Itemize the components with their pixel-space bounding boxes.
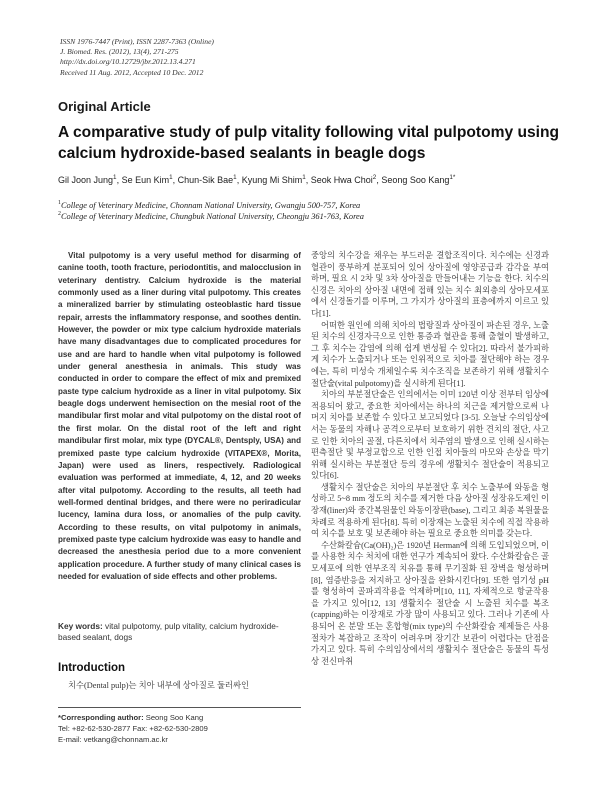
doi-link[interactable]: http://dx.doi.org/10.12729/jbr.2012.13.4.271 xyxy=(60,57,196,67)
body-paragraph: 생활치수 절단술은 치아의 부분절단 후 치수 노출부에 와동을 형성하고 5~8 mm 정도의 치수를 제거한 다음 상아질 성장유도제인 이장재(liner)와 중간복원물인 와동이장판(base), 그리고 최종 복원물을 차례로 적용하게 된다[8]. 특히 이장재는 노출된 치수에 직접 작용하여 치수를 보호 및 보존해야 하는 필요로 중요한 의미를 갖는다. xyxy=(311,482,549,539)
author-affil-mark: 2 xyxy=(372,174,377,181)
author-name: Kyung Mi Shim xyxy=(241,175,303,185)
footnote-divider xyxy=(58,707,301,708)
author-affil-mark: 1 xyxy=(233,174,237,181)
affiliation-mark: 1 xyxy=(58,200,61,207)
affiliations xyxy=(58,200,578,222)
corresponding-author-label: *Corresponding author: xyxy=(58,713,144,722)
author-name: Gil Joon Jung xyxy=(58,175,114,185)
corresponding-author-line xyxy=(58,712,301,723)
author-name: Se Eun Kim xyxy=(121,175,170,185)
keywords-label: Key words: xyxy=(58,621,103,631)
keywords-text: vital pulpotomy, pulp vitality, calcium hydroxide-based sealant, dogs xyxy=(58,621,279,643)
body-column-right xyxy=(311,250,549,780)
author-affil-mark: 1 xyxy=(169,174,173,181)
author-affil-mark: 1 xyxy=(113,174,117,181)
author-name: Seong Soo Kang xyxy=(381,175,450,185)
affiliation-item xyxy=(58,211,578,222)
affiliation-mark: 2 xyxy=(58,211,61,218)
introduction-text: 치수(Dental pulp)는 치아 내부에 상아질로 둘러싸인 xyxy=(68,681,250,690)
journal-info xyxy=(60,37,360,78)
corresponding-author-name: Seong Soo Kang xyxy=(145,713,204,722)
issn-line: ISSN 1976-7447 (Print), ISSN 2287-7363 (Online) xyxy=(60,37,214,46)
author-affil-mark: 1 xyxy=(302,174,306,181)
section-heading-introduction: Introduction xyxy=(58,662,126,674)
body-paragraph: 치아의 부분절단술은 인의에서는 이미 120년 이상 전부터 임상에 적용되어 왔고, 중요한 치아에서는 하나의 치근을 제거함으로써 나머지 치아를 보존할 수 있다고 보고되었다 [3-5]. 오늘날 수의임상에서는 동물의 자해나 공격으로부터 보호하기 위한 견치의 절단, 사고로 인한 치아의 골절, 다른치에서 치주염의 발생으로 인해 실시하는 편측절단 및 부정교합으로 인한 인접 치아들의 마모와 손상을 막기 위해 실시하는 부분절단 등의 경우에 생활치수 절단술이 적용되고 있다[6]. xyxy=(311,390,549,481)
affiliation-text: College of Veterinary Medicine, Chungbuk National University, Cheongju 361-763, Korea xyxy=(60,212,364,221)
body-paragraph: 중앙의 치수강을 채우는 부드러운 결합조직이다. 치수에는 신경과 혈관이 풍부하게 분포되어 있어 상아질에 영양공급과 감각을 부여하며, 필요 시 2차 및 3차 상아질을 만들어내는 기능을 한다. 치수의 신경은 치아의 상아질 내면에 접해 있는 치수 최외층의 상아모세포에서 신경돌기를 이루며, 그 가지가 상아질의 표층에까지 이르고 있다[1]. xyxy=(311,251,549,318)
body-paragraph: 수산화칼슘(Ca(OH)₂)은 1920년 Herman에 의해 도입되었으며, 이를 사용한 치수 처치에 대한 연구가 계속되어 왔다. 수산화칼슘은 골모세포에 의한 연부조직 치유를 통해 무기질화 된 장벽을 형성하며[8], 염증반응을 저지하고 상아질을 완화시킨다[9]. 또한 염기성 pH를 형성하여 골파괴작용을 억제하며[10, 11], 자체적으로 항균작용을 가지고 있어[12, 13] 생활치수 절단술 시 노출된 치수를 복조(capping)하는 이장재로 가장 많이 사용되고 있다. 그러나 기존에 사용되어 온 분말 또는 혼합형(mix type)의 수산화칼슘 제제들은 사용 절차가 복잡하고 조작이 어려우며 장기간 보관이 어렵다는 단점을 가지고 있다. 특히 수의임상에서의 생활치수 절단술은 동물의 특성상 전신마취 xyxy=(311,540,549,666)
contact-email[interactable]: E-mail: vetkang@chonnam.ac.kr xyxy=(58,735,168,745)
author-name: Chun-Sik Bae xyxy=(177,175,234,185)
citation-line: J. Biomed. Res. (2012), 13(4), 271-275 xyxy=(60,47,179,57)
body-paragraph: 어떠한 원인에 의해 치아의 법랑질과 상아질이 파손된 경우, 노출된 치수의 신경자극으로 인한 통증과 혈관을 통해 출혈이 발생하고, 그 후 치수는 감염에 의해 쉽게 변성될 수 있다[2]. 따라서 불가피하게 치수가 노출되거나 또는 인위적으로 치아를 절단해야 하는 경우에는, 특히 미성숙 개체일수록 치수조직을 보존하기 위해 생활치수 절단술(vital pulpotomy)을 실시하게 된다[1]. xyxy=(311,320,549,388)
author-name: Seok Hwa Choi xyxy=(310,175,373,185)
abstract: Vital pulpotomy is a very useful method for disarming of canine tooth, tooth fracture, periodontitis, and malocclusion in veterinary dentistry. Calcium hydroxide is the material commonly used as a liner during vital pulpotomy. This creates a mineralized barrier by stimulating osteoblastic hard tissue repair, arrests the inflammatory response, and soothes dentin. However, the powder or mix type calcium hydroxide materials have many disadvantages due to complicated procedures for use and are hard to handle when vital pulpotomy is followed under general anesthesia in animals. This study was conducted in order to compare the effect of mix and premixed paste type calcium hydroxide as a liner in vital pulpotomy. Six beagle dogs underwent hemisection on the mesial root of the mandibular first molar and vital pulpotomy on the distal root of the first molar. On the distal root of the left and right mandibular first molar, mix type (DYCAL®, Dentsply, USA) and premixed paste type calcium hydroxide (VITAPEX®, Morita, Japan) were used as liners, respectively. Radiological evaluation was performed at immediate, 4, 12, and 20 weeks after vital pulpotomy. According to the results, all teeth had well-formed dentinal bridges, and there were no periradicular lucency, lamina dura loss, or anomalies of the pulp cavity. According to these results, on vital pulpotomy in animals, premixed paste type calcium hydroxide was easy to handle and decreased the anesthesia period due to a more convenient application procedure. A further study of many clinical cases is needed for evaluation of side effects and other problems. xyxy=(58,251,301,581)
affiliation-text: College of Veterinary Medicine, Chonnam National University, Gwangju 500-757, Korea xyxy=(60,201,361,210)
article-type: Original Article xyxy=(58,99,151,114)
keywords xyxy=(58,621,301,644)
contact-phone: Tel: +82-62-530-2877 Fax: +82-62-530-2809 xyxy=(58,724,208,734)
received-line: Received 11 Aug. 2012, Accepted 10 Dec. 2012 xyxy=(60,67,204,77)
article-title: A comparative study of pulp vitality following vital pulpotomy using calcium hydroxide-based sealants in beagle dogs xyxy=(58,124,560,162)
affiliation-item xyxy=(58,200,578,211)
correspondence-footnote xyxy=(58,712,301,746)
author-affil-mark: 1* xyxy=(449,174,456,181)
author-list: Gil Joon Jung$^1$, Se Eun Kim$^1$, Chun-Sik Bae$^1$, Kyung Mi Shim$^1$, Seok Hwa Choi$^2$, Seong Soo Kang$^{1*}$ xyxy=(58,174,456,185)
